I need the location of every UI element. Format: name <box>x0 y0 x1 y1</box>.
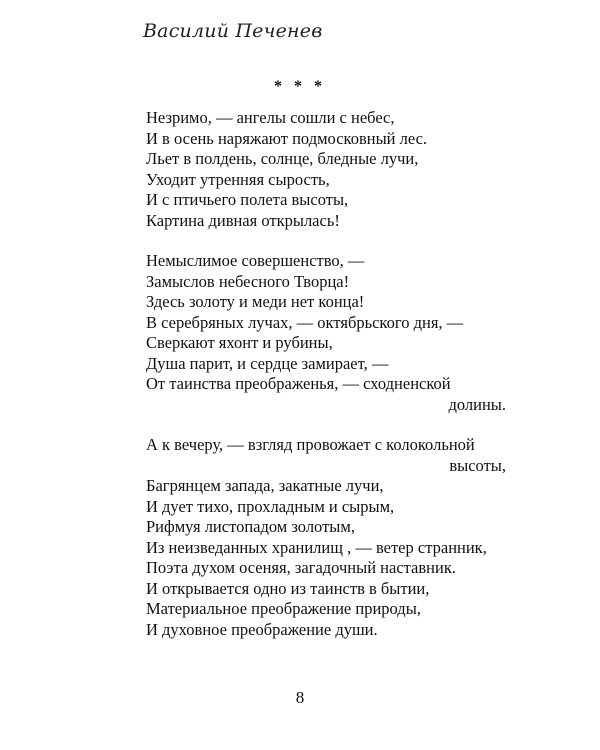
poem-line: От таинства преображенья, — сходненской <box>146 374 451 393</box>
stanza-separator: * * * <box>274 78 326 95</box>
poem-line: Замыслов небесного Творца! <box>146 271 350 291</box>
poem-line: И открывается одно из таинств в бытии, <box>146 578 430 598</box>
poem-line: Поэта духом осеняя, загадочный наставник. <box>146 558 456 577</box>
poem-line: Картина дивная открылась! <box>146 210 340 230</box>
poem-line: И с птичьего полета высоты, <box>146 190 349 209</box>
stanza-3 <box>146 435 506 640</box>
poem-line: Сверкают яхонт и рубины, <box>146 333 333 352</box>
poem-line: Душа парит, и сердце замирает, — <box>146 353 389 373</box>
poem-line-continuation: высоты, <box>449 455 506 475</box>
poem-line: Немыслимое совершенство, — <box>146 251 365 270</box>
author-header: Василий Печенев <box>143 20 323 42</box>
poem-line: Льет в полдень, солнце, бледные лучи, <box>146 149 419 168</box>
poem-line: Материальное преображение природы, <box>146 599 421 618</box>
poem-line: И в осень наряжают подмосковный лес. <box>146 128 428 148</box>
poem-line: Незримо, — ангелы сошли с небес, <box>146 108 395 127</box>
stanza-2 <box>146 251 506 415</box>
poem-line: Багрянцем запада, закатные лучи, <box>146 476 384 495</box>
poem-line-continuation: долины. <box>448 394 506 414</box>
poem-line: Из неизведанных хранилищ , — ветер странник, <box>146 537 487 557</box>
page-number: 8 <box>295 688 305 707</box>
poem-line: И духовное преображение души. <box>146 619 378 639</box>
poem-body <box>146 108 506 660</box>
poem-line: И дует тихо, прохладным и сырым, <box>146 496 395 516</box>
poem-line: Рифмуя листопадом золотым, <box>146 517 355 536</box>
poem-line: В серебряных лучах, — октябрьского дня, — <box>146 312 464 332</box>
poem-line: Здесь золоту и меди нет конца! <box>146 292 365 311</box>
stanza-1 <box>146 108 506 231</box>
poem-line: Уходит утренняя сырость, <box>146 169 330 189</box>
poem-line: А к вечеру, — взгляд провожает с колокольной <box>146 435 475 454</box>
